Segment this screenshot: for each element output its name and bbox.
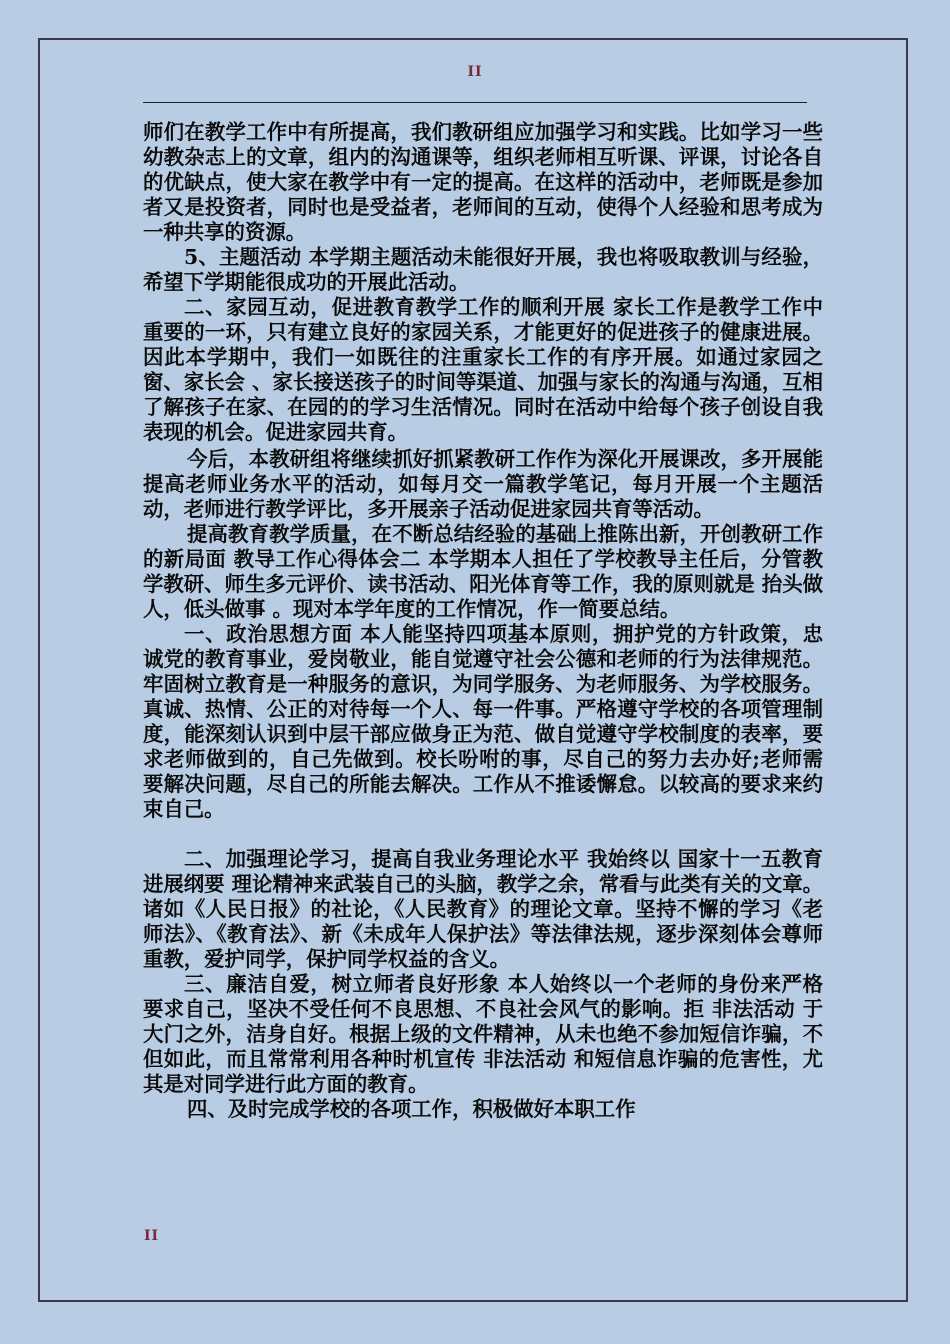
paragraph: 四、及时完成学校的各项工作，积极做好本职工作 bbox=[187, 1097, 636, 1121]
paragraph: 一、政治思想方面 本人能坚持四项基本原则，拥护党的方针政策，忠诚党的教育事业，爱岗敬业，能自觉遵守社会公德和老师的行为法律规范。牢固树立教育是一种服务的意识，为同学服务、为老师服务、为学校服务。真诚、热情、公正的对待每一个人、每一件事。严格遵守学校的各项管理制度，能深刻认识到中层干部应做身正为范、做自觉遵守学校制度的表率，要求老师做到的，自己先做到。校长吩咐的事，尽自己的努力去办好;老师需要解决问题，尽自己的所能去解决。工作从不推诿懈怠。以较高的要求来约束自己。 bbox=[143, 622, 823, 821]
paragraph: 师们在教学工作中有所提高，我们教研组应加强学习和实践。比如学习一些幼教杂志上的文章，组内的沟通课等，组织老师相互听课、评课，讨论各自的优缺点，使大家在教学中有一定的提高。在这样的活动中，老师既是参加者又是投资者，同时也是受益者，老师间的互动，使得个人经验和思考成为一种共享的资源。 bbox=[143, 120, 823, 244]
paragraph: 今后，本教研组将继续抓好抓紧教研工作作为深化开展课改，多开展能提高老师业务水平的活动，如每月交一篇教学笔记，每月开展一个主题活动，老师进行教学评比，多开展亲子活动促进家园共育等活动。 bbox=[143, 447, 823, 521]
document-body bbox=[143, 120, 823, 1122]
page-footer-mark: II bbox=[144, 1228, 160, 1244]
paragraph: 二、加强理论学习，提高自我业务理论水平 我始终以 国家十一五教育进展纲要 理论精神来武装自己的头脑，教学之余，常看与此类有关的文章。诸如《人民日报》的社论，《人民教育》的理论文章。坚持不懈的学习《老师法》、《教育法》、新《未成年人保护法》等法律法规，逐步深刻体会尊师重教，爱护同学，保护同学权益的含义。 bbox=[143, 847, 823, 971]
page-header-mark: II bbox=[467, 64, 483, 80]
header-divider bbox=[143, 102, 807, 103]
paragraph: 三、廉洁自爱，树立师者良好形象 本人始终以一个老师的身份来严格要求自己，坚决不受任何不良思想、不良社会风气的影响。拒 非法活动 于大门之外，洁身自好。根据上级的文件精神，从未也绝不参加短信诈骗，不但如此，而且常常利用各种时机宣传 非法活动 和短信息诈骗的危害性，尤其是对同学进行此方面的教育。 bbox=[143, 972, 823, 1096]
paragraph: 5、主题活动 本学期主题活动未能很好开展，我也将吸取教训与经验，希望下学期能很成功的开展此活动。 bbox=[143, 245, 823, 294]
paragraph: 提高教育教学质量，在不断总结经验的基础上推陈出新，开创教研工作的新局面 教导工作心得体会二 本学期本人担任了学校教导主任后，分管教学教研、师生多元评价、读书活动、阳光体育等工作，我的原则就是 抬头做人，低头做事 。现对本学年度的工作情况，作一简要总结。 bbox=[143, 522, 823, 621]
paragraph: 二、家园互动，促进教育教学工作的顺利开展 家长工作是教学工作中重要的一环，只有建立良好的家园关系，才能更好的促进孩子的健康进展。因此本学期中，我们一如既往的注重家长工作的有序开展。如通过家园之窗、家长会 、家长接送孩子的时间等渠道、加强与家长的沟通与沟通，互相了解孩子在家、在园的的学习生活情况。同时在活动中给每个孩子创设自我表现的机会。促进家园共育。 bbox=[143, 295, 823, 444]
